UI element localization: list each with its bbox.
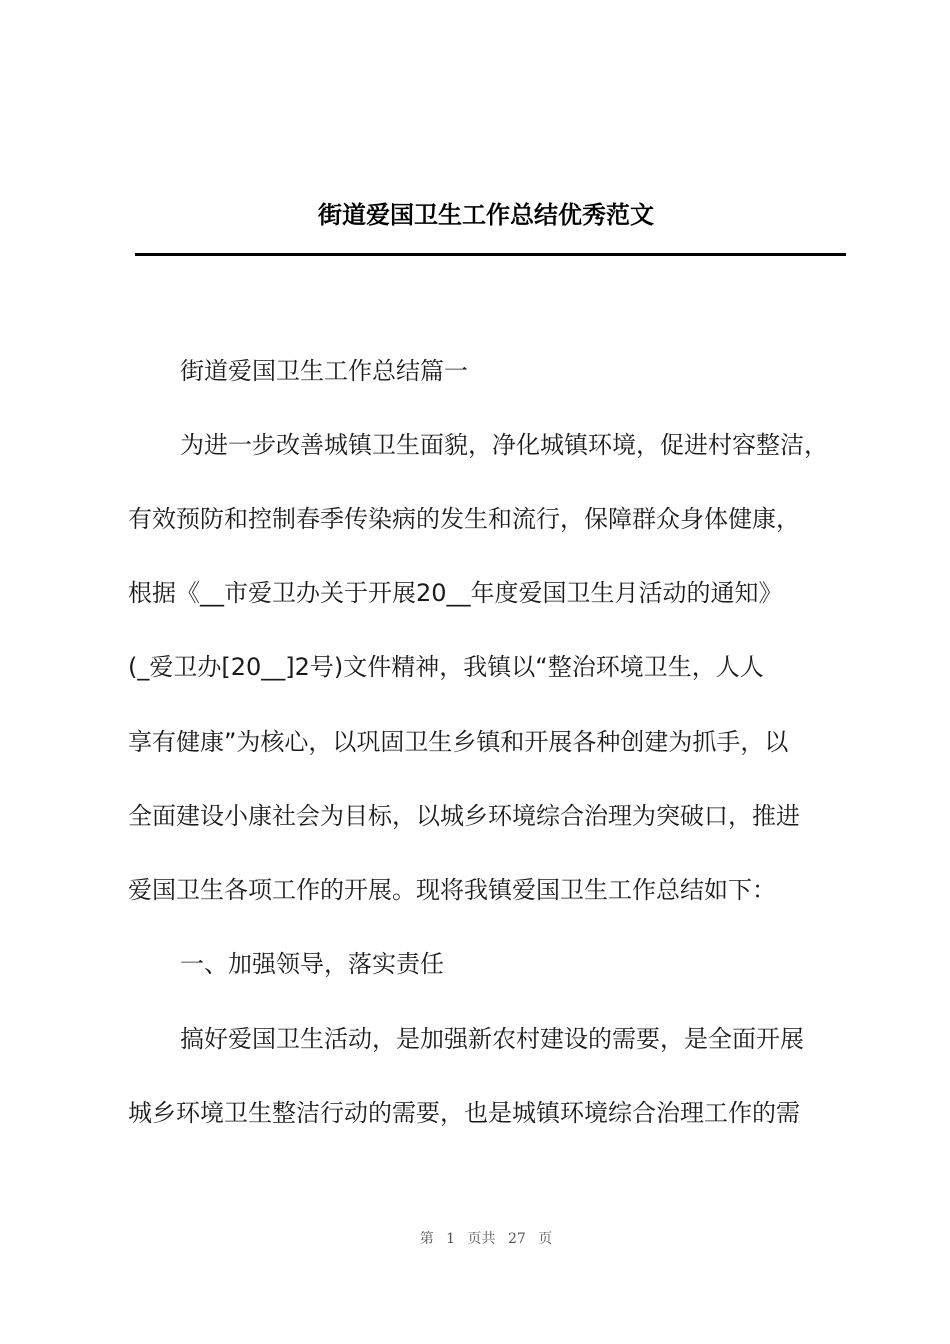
document-title: 街道爱国卫生工作总结优秀范文	[318, 200, 654, 229]
paragraph-line: 搞好爱国卫生活动，是加强新农村建设的需要，是全面开展	[180, 1025, 804, 1053]
paragraph-line: 根据《__市爱卫办关于开展20__年度爱国卫生月活动的通知》	[128, 579, 783, 607]
paragraph-line: 有效预防和控制春季传染病的发生和流行，保障群众身体健康，	[128, 505, 800, 533]
paragraph-line: 享有健康”为核心，以巩固卫生乡镇和开展各种创建为抓手，以	[128, 728, 789, 756]
paragraph-line: (_爱卫办[20__]2号)文件精神，我镇以“整治环境卫生，人人	[128, 653, 764, 681]
paragraph-line: 全面建设小康社会为目标，以城乡环境综合治理为突破口，推进	[128, 802, 800, 830]
title-underline	[135, 253, 846, 256]
paragraph-line: 城乡环境卫生整洁行动的需要，也是城镇环境综合治理工作的需	[128, 1099, 800, 1127]
section-heading: 街道爱国卫生工作总结篇一	[180, 357, 468, 385]
page-number-footer: 第 1 页共 27 页	[419, 1231, 553, 1247]
subheading: 一、加强领导，落实责任	[180, 950, 444, 978]
paragraph-line: 为进一步改善城镇卫生面貌，净化城镇环境，促进村容整洁，	[180, 431, 828, 459]
paragraph-line: 爱国卫生各项工作的开展。现将我镇爱国卫生工作总结如下：	[128, 876, 776, 904]
